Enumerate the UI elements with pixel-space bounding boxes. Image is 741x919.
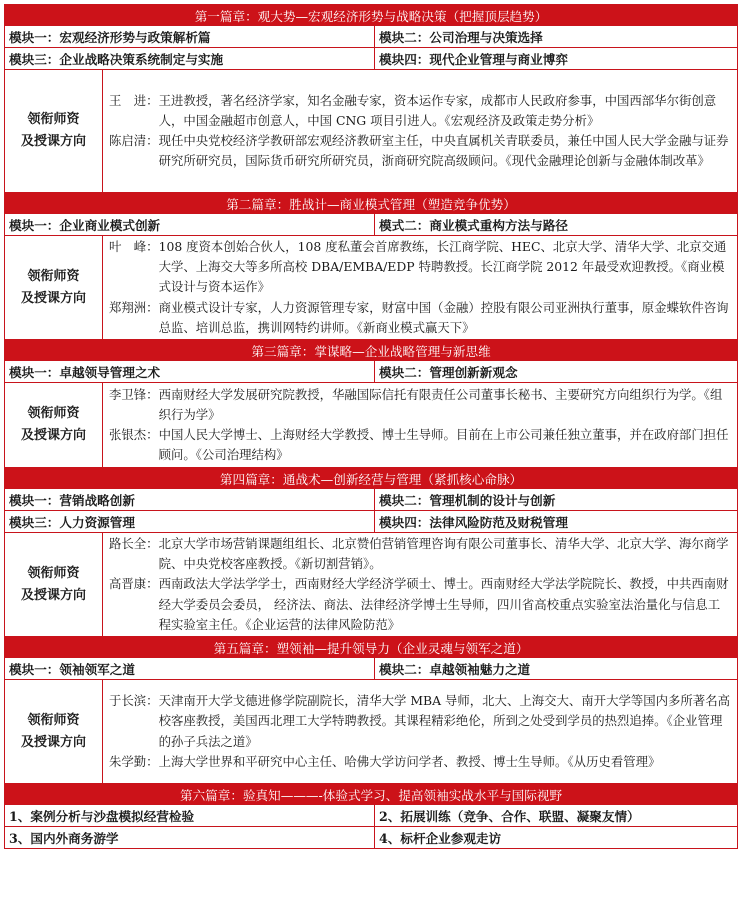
curriculum-table: [4, 4, 738, 849]
faculty-desc: 北京大学市场营销课题组组长、北京赞伯营销管理咨询有限公司董事长、清华大学、北京大学、海尔商学院、中央党校客座教授。《新切割营销》。: [158, 536, 729, 572]
faculty-desc: 商业模式设计专家，人力资源管理专家，财富中国（金融）控股有限公司亚洲执行董事，原金蝶软件咨询总监、培训总监，携训网特约讲师。《新商业模式赢天下》: [158, 299, 729, 335]
faculty-label-line: 领衔师资: [27, 565, 80, 581]
module-cell: 模块三：人力资源管理: [5, 511, 375, 533]
faculty-label: [5, 533, 103, 637]
faculty-entry: [109, 534, 731, 574]
chapter-header: [5, 784, 738, 805]
module-row: [5, 214, 738, 236]
module-cell: 模块一：企业商业模式创新: [5, 214, 375, 236]
module-row: [5, 489, 738, 511]
faculty-name: 于长滨：: [109, 693, 159, 709]
chapter-2-title: 第二篇章：胜战计—商业模式管理（塑造竞争优势）: [5, 193, 738, 214]
faculty-name: 朱学勤：: [109, 753, 159, 769]
faculty-desc: 王进教授，著名经济学家，知名金融专家，资本运作专家，成都市人民政府参事，中国西部华尔街创意人，中国金融超市创意人，中国 CNG 项目引进人。《宏观经济及政策走势分析》: [158, 92, 717, 128]
module-cell: 4、标杆企业参观走访: [375, 827, 738, 849]
faculty-label-line: 及授课方向: [20, 134, 86, 149]
module-row: [5, 511, 738, 533]
chapter-5-title: 第五篇章：塑领袖—提升领导力（企业灵魂与领军之道）: [5, 637, 738, 658]
faculty-entry: [109, 385, 731, 425]
faculty-entry: [109, 691, 731, 752]
faculty-desc: 天津南开大学戈德进修学院副院长，清华大学 MBA 导师，北大、上海交大、南开大学等国内多所著名高校客座教授，美国西北理工大学特聘教授。其课程精彩绝伦，所到之处受到学员的热烈追捧。《企业管理的孙子兵法之道》: [158, 693, 730, 749]
module-cell: 1、案例分析与沙盘模拟经营检验: [5, 805, 375, 827]
chapter-header: [5, 5, 738, 26]
faculty-entry: [109, 131, 731, 171]
faculty-entry: [109, 752, 731, 772]
module-cell: 模块一：卓越领导管理之术: [5, 361, 375, 383]
chapter-6-title: 第六篇章：验真知———-体验式学习、提高领袖实战水平与国际视野: [5, 784, 738, 805]
faculty-label: [5, 70, 103, 193]
faculty-row: [5, 680, 738, 784]
chapter-header: [5, 637, 738, 658]
faculty-desc: 西南财经大学发展研究院教授，华融国际信托有限责任公司董事长秘书、主要研究方向组织行为学。《组织行为学》: [158, 386, 723, 422]
chapter-header: [5, 193, 738, 214]
faculty-row: [5, 533, 738, 637]
faculty-label-line: 及授课方向: [20, 290, 86, 306]
module-row: [5, 805, 738, 827]
module-cell: 模式二：商业模式重构方法与路径: [375, 214, 738, 236]
faculty-body: [103, 680, 738, 784]
module-cell: 模块二：公司治理与决策选择: [375, 26, 738, 48]
faculty-row: [5, 383, 738, 468]
faculty-entry: [109, 91, 731, 131]
faculty-entry: [109, 574, 731, 635]
faculty-label-line: 领衔师资: [27, 268, 80, 284]
chapter-header: [5, 340, 738, 361]
faculty-entry: [109, 298, 731, 338]
faculty-body: [103, 70, 738, 193]
faculty-desc: 上海大学世界和平研究中心主任、哈佛大学访问学者、教授、博士生导师。《从历史看管理》: [158, 753, 661, 769]
chapter-header: [5, 468, 738, 489]
module-cell: 模块一：领袖领军之道: [5, 658, 375, 680]
faculty-entry: [109, 425, 731, 465]
module-cell: 模块四：现代企业管理与商业博弈: [375, 48, 738, 70]
faculty-name: 陈启清：: [109, 133, 159, 148]
faculty-label-line: 及授课方向: [20, 428, 86, 444]
faculty-label-line: 及授课方向: [20, 587, 86, 603]
module-cell: 模块一：营销战略创新: [5, 489, 375, 511]
faculty-label: [5, 383, 103, 468]
chapter-1-title: 第一篇章：观大势—宏观经济形势与战略决策（把握顶层趋势）: [5, 5, 738, 26]
module-cell: 模块二：管理机制的设计与创新: [375, 489, 738, 511]
curriculum-sheet: [4, 4, 737, 849]
faculty-body: [103, 533, 738, 637]
module-row: [5, 361, 738, 383]
faculty-name: 叶 峰：: [109, 239, 159, 254]
module-cell: 模块一：宏观经济形势与政策解析篇: [5, 26, 375, 48]
module-row: [5, 26, 738, 48]
faculty-desc: 现任中央党校经济学教研部宏观经济教研室主任，中央直属机关青联委员，兼任中国人民大学金融与证券研究所研究员，国际货币研究所研究员，浙商研究院高级顾问。《现代金融理论创新与金融体制改革》: [158, 133, 729, 169]
faculty-label-line: 领衔师资: [27, 406, 80, 422]
faculty-body: [103, 383, 738, 468]
faculty-label-line: 领衔师资: [27, 112, 80, 127]
faculty-desc: 西南政法大学法学学士，西南财经大学经济学硕士、博士。西南财经大学法学院院长、教授，中共西南财经大学委员会委员， 经济法、商法、法律经济学博士生导师，四川省高校重点实验室法治量化与信息工程实验室主任。《企业运营的法律风险防范》: [158, 576, 729, 632]
faculty-label: [5, 680, 103, 784]
faculty-desc: 中国人民大学博士、上海财经大学教授、博士生导师。目前在上市公司兼任独立董事，并在政府部门担任顾问。《公司治理结构》: [158, 427, 729, 463]
module-cell: 模块二：卓越领袖魅力之道: [375, 658, 738, 680]
faculty-row: [5, 236, 738, 340]
faculty-body: [103, 236, 738, 340]
chapter-3-title: 第三篇章：掌谋略—企业战略管理与新思维: [5, 340, 738, 361]
faculty-row: [5, 70, 738, 193]
chapter-4-title: 第四篇章：通战术—创新经营与管理（紧抓核心命脉）: [5, 468, 738, 489]
module-row: [5, 48, 738, 70]
faculty-label: [5, 236, 103, 340]
module-row: [5, 827, 738, 849]
faculty-desc: 108 度资本创始合伙人，108 度私董会首席教练，长江商学院、HEC、北京大学、清华大学、北京交通大学、上海交大等多所高校 DBA/EMBA/EDP 特聘教授。长江商学院 2012 年最受欢迎教授。《商业模式设计与资本运作》: [158, 239, 727, 295]
faculty-name: 郑翔洲：: [109, 299, 159, 315]
module-cell: 2、拓展训练（竞争、合作、联盟、凝聚友情）: [375, 805, 738, 827]
module-cell: 3、国内外商务游学: [5, 827, 375, 849]
faculty-name: 高晋康：: [109, 576, 159, 592]
module-cell: 模块二：管理创新新观念: [375, 361, 738, 383]
module-cell: 模块四：法律风险防范及财税管理: [375, 511, 738, 533]
faculty-name: 张银杰：: [109, 427, 159, 443]
faculty-name: 李卫锋：: [109, 386, 159, 402]
module-row: [5, 658, 738, 680]
module-cell: 模块三：企业战略决策系统制定与实施: [5, 48, 375, 70]
faculty-name: 路长全：: [109, 536, 159, 552]
faculty-label-line: 领衔师资: [27, 712, 80, 728]
faculty-label-line: 及授课方向: [20, 734, 86, 750]
faculty-entry: [109, 237, 731, 298]
faculty-name: 王 进：: [109, 92, 159, 108]
